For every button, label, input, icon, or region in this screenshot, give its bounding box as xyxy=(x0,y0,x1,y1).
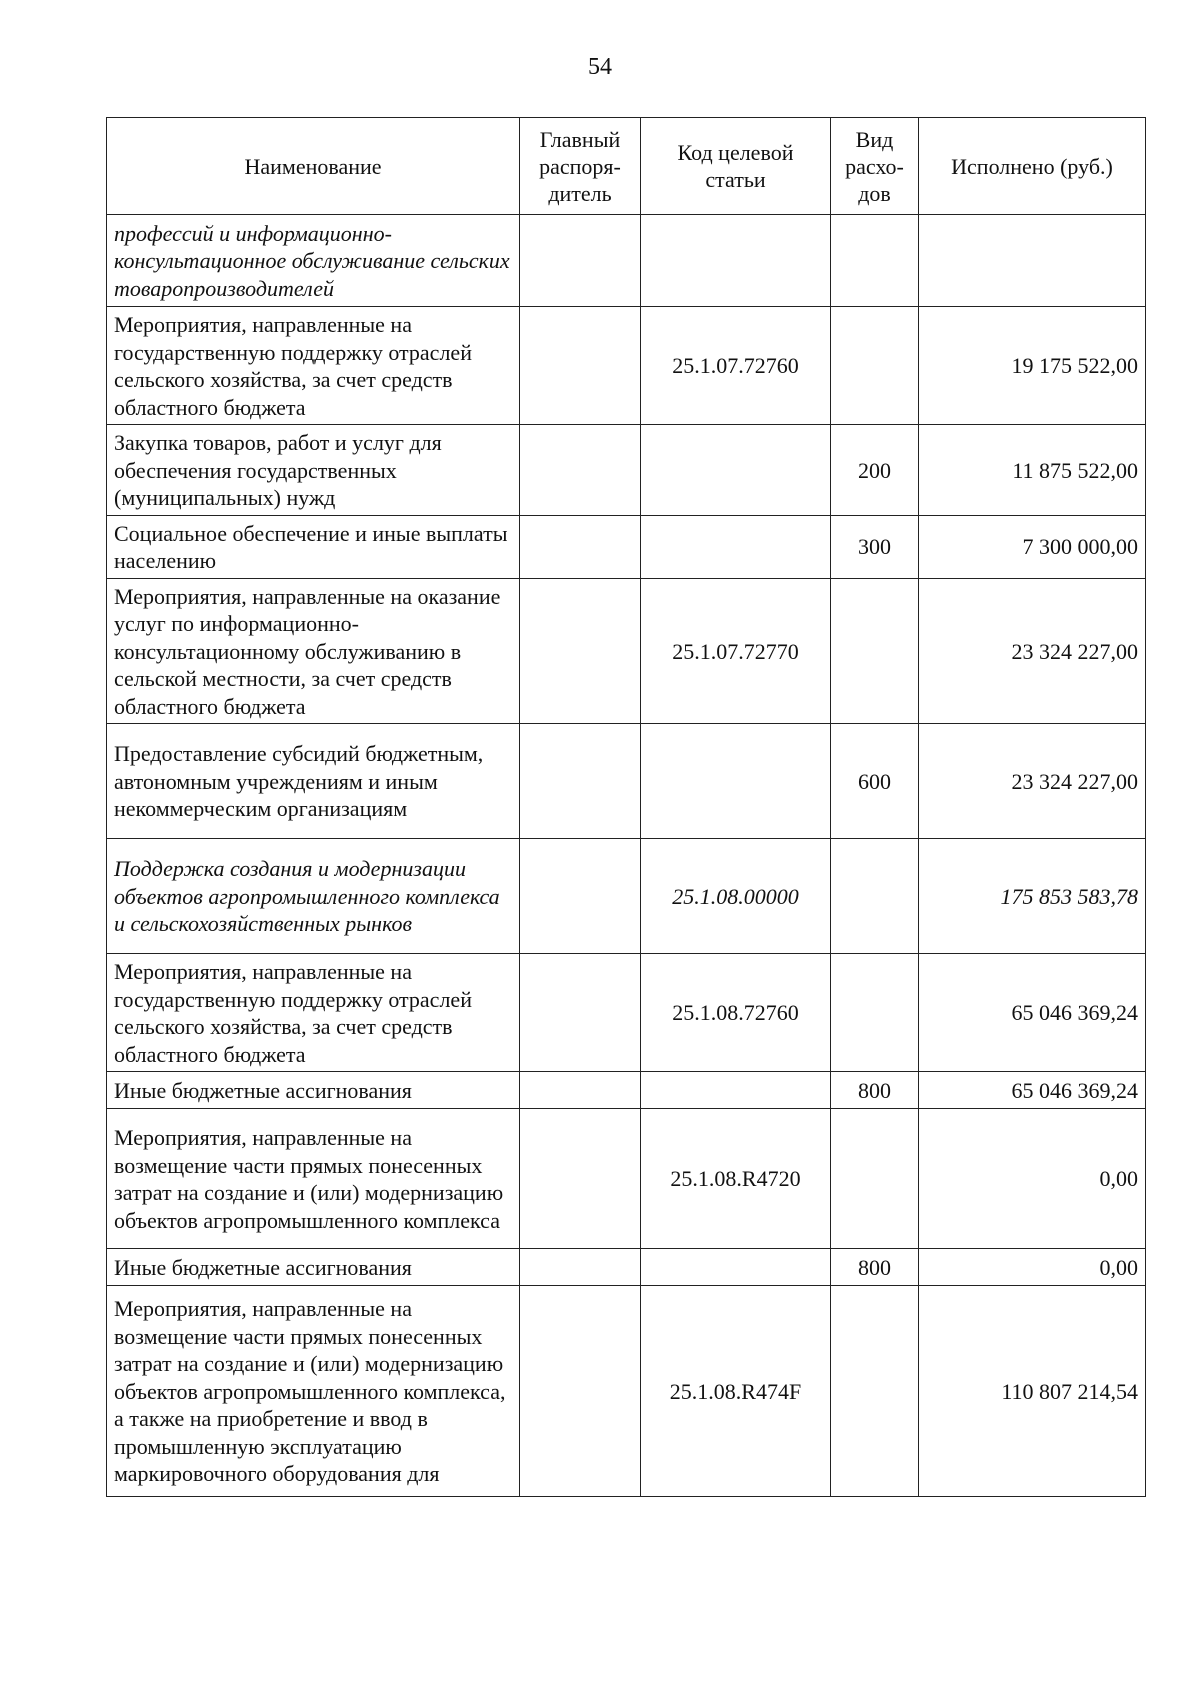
cell-name: профессий и информационно-консультационное обслуживание сельских товаропроизводителей xyxy=(107,215,520,307)
cell-executed-amount: 175 853 583,78 xyxy=(919,839,1146,954)
table-row xyxy=(107,215,1146,307)
cell-target-code xyxy=(641,1072,831,1109)
cell-name: Иные бюджетные ассигнования xyxy=(107,1072,520,1109)
cell-executed-amount: 65 046 369,24 xyxy=(919,1072,1146,1109)
cell-chief-manager xyxy=(520,1109,641,1249)
cell-chief-manager xyxy=(520,215,641,307)
table-row xyxy=(107,515,1146,578)
table-row xyxy=(107,954,1146,1072)
cell-executed-amount: 0,00 xyxy=(919,1249,1146,1286)
cell-chief-manager xyxy=(520,954,641,1072)
cell-name: Предоставление субсидий бюджетным, автономным учреждениям и иным некоммерческим организациям xyxy=(107,724,520,839)
cell-expense-kind xyxy=(831,954,919,1072)
cell-chief-manager xyxy=(520,578,641,724)
cell-executed-amount xyxy=(919,215,1146,307)
cell-executed-amount: 11 875 522,00 xyxy=(919,425,1146,516)
table-row xyxy=(107,1072,1146,1109)
cell-executed-amount: 7 300 000,00 xyxy=(919,515,1146,578)
cell-executed-amount: 23 324 227,00 xyxy=(919,724,1146,839)
cell-expense-kind xyxy=(831,215,919,307)
cell-chief-manager xyxy=(520,515,641,578)
cell-name: Мероприятия, направленные на оказание услуг по информационно-консультационному обслуживанию в сельской местности, за счет средств областного бюджета xyxy=(107,578,520,724)
header-expense-kind: Вид расхо-дов xyxy=(831,118,919,215)
cell-target-code: 25.1.08.00000 xyxy=(641,839,831,954)
cell-executed-amount: 65 046 369,24 xyxy=(919,954,1146,1072)
cell-name: Мероприятия, направленные на государственную поддержку отраслей сельского хозяйства, за счет средств областного бюджета xyxy=(107,307,520,425)
cell-expense-kind xyxy=(831,839,919,954)
cell-name: Мероприятия, направленные на возмещение части прямых понесенных затрат на создание и (или) модернизацию объектов агропромышленного комплекса xyxy=(107,1109,520,1249)
table-row xyxy=(107,425,1146,516)
cell-target-code xyxy=(641,1249,831,1286)
table-row xyxy=(107,724,1146,839)
cell-target-code xyxy=(641,515,831,578)
cell-target-code xyxy=(641,425,831,516)
cell-name: Поддержка создания и модернизации объектов агропромышленного комплекса и сельскохозяйственных рынков xyxy=(107,839,520,954)
table-row xyxy=(107,839,1146,954)
table-row xyxy=(107,307,1146,425)
cell-target-code xyxy=(641,215,831,307)
cell-executed-amount: 23 324 227,00 xyxy=(919,578,1146,724)
header-chief-manager: Главный распоря-дитель xyxy=(520,118,641,215)
cell-expense-kind xyxy=(831,578,919,724)
cell-name: Мероприятия, направленные на возмещение части прямых понесенных затрат на создание и (или) модернизацию объектов агропромышленного комплекса, а также на приобретение и ввод в промышленную эксплуатацию маркировочного оборудования для xyxy=(107,1286,520,1497)
cell-expense-kind xyxy=(831,1109,919,1249)
cell-executed-amount: 0,00 xyxy=(919,1109,1146,1249)
cell-expense-kind xyxy=(831,307,919,425)
cell-chief-manager xyxy=(520,1072,641,1109)
cell-name: Закупка товаров, работ и услуг для обеспечения государственных (муниципальных) нужд xyxy=(107,425,520,516)
table-body xyxy=(107,215,1146,1497)
cell-target-code: 25.1.08.R474F xyxy=(641,1286,831,1497)
cell-expense-kind: 600 xyxy=(831,724,919,839)
table-row xyxy=(107,1249,1146,1286)
cell-executed-amount: 19 175 522,00 xyxy=(919,307,1146,425)
cell-chief-manager xyxy=(520,425,641,516)
cell-chief-manager xyxy=(520,724,641,839)
budget-execution-table xyxy=(106,117,1146,1497)
cell-target-code xyxy=(641,724,831,839)
cell-target-code: 25.1.08.R4720 xyxy=(641,1109,831,1249)
cell-expense-kind: 800 xyxy=(831,1072,919,1109)
cell-expense-kind: 200 xyxy=(831,425,919,516)
cell-expense-kind xyxy=(831,1286,919,1497)
cell-chief-manager xyxy=(520,839,641,954)
table-row xyxy=(107,578,1146,724)
cell-name: Мероприятия, направленные на государственную поддержку отраслей сельского хозяйства, за счет средств областного бюджета xyxy=(107,954,520,1072)
cell-expense-kind: 800 xyxy=(831,1249,919,1286)
cell-chief-manager xyxy=(520,1286,641,1497)
cell-chief-manager xyxy=(520,307,641,425)
cell-name: Социальное обеспечение и иные выплаты населению xyxy=(107,515,520,578)
header-name: Наименование xyxy=(107,118,520,215)
cell-executed-amount: 110 807 214,54 xyxy=(919,1286,1146,1497)
table-header-row xyxy=(107,118,1146,215)
cell-name: Иные бюджетные ассигнования xyxy=(107,1249,520,1286)
header-executed-amount: Исполнено (руб.) xyxy=(919,118,1146,215)
table-row xyxy=(107,1109,1146,1249)
cell-target-code: 25.1.08.72760 xyxy=(641,954,831,1072)
table-row xyxy=(107,1286,1146,1497)
cell-chief-manager xyxy=(520,1249,641,1286)
page-number: 54 xyxy=(588,54,612,80)
cell-expense-kind: 300 xyxy=(831,515,919,578)
cell-target-code: 25.1.07.72770 xyxy=(641,578,831,724)
header-target-code: Код целевой статьи xyxy=(641,118,831,215)
cell-target-code: 25.1.07.72760 xyxy=(641,307,831,425)
